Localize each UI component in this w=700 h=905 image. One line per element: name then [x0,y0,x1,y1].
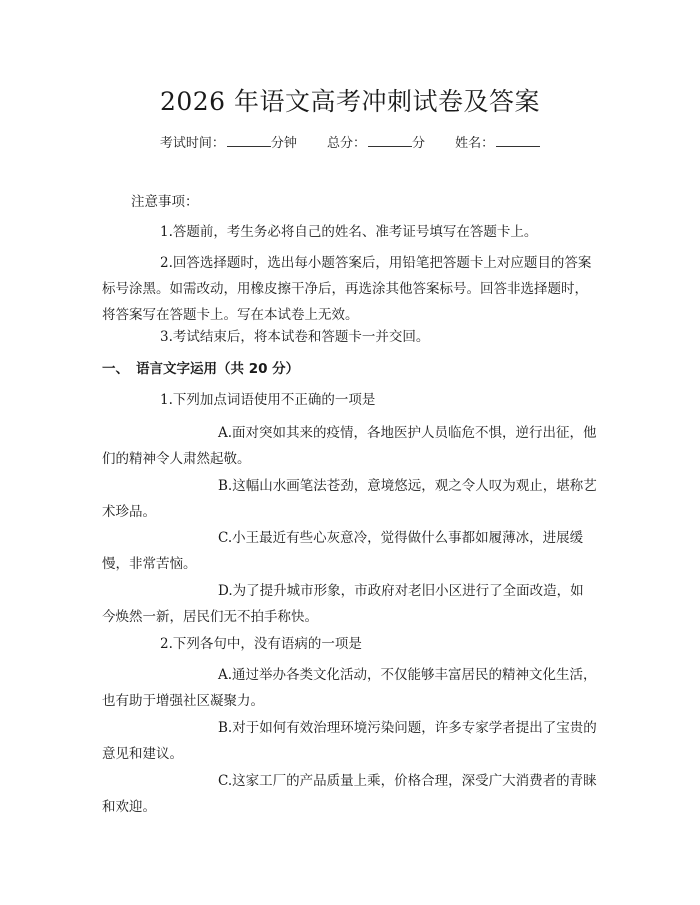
name-blank[interactable] [496,134,540,147]
notice-heading: 注意事项： [131,194,199,210]
notice-item: 2.回答选择题时，选出每小题答案后，用铅笔把答题卡上对应题目的答案标号涂黑。如需改动，用橡皮擦干净后，再选涂其他答案标号。回答非选择题时，将答案写在答题卡上。写在本试卷上无效。 [102,255,592,323]
option-item: B.这幅山水画笔法苍劲，意境悠远，观之令人叹为观止，堪称艺术珍品。 [102,478,597,520]
time-blank[interactable] [227,134,271,147]
student-name-field: 姓名： [455,136,540,151]
option-item: C.小王最近有些心灰意冷，觉得做什么事都如履薄冰，进展缓慢，非常苦恼。 [102,530,584,572]
exam-meta [0,132,700,151]
option-item: A.通过举办各类文化活动，不仅能够丰富居民的精神文化生活，也有助于增强社区凝聚力。 [102,667,597,709]
exam-time-field: 考试时间： 分钟 [159,136,297,151]
section-heading: 一、 语言文字运用（共 20 分） [102,361,300,377]
option-item: B.对于如何有效治理环境污染问题，许多专家学者提出了宝贵的意见和建议。 [102,720,597,762]
option-item: C.这家工厂的产品质量上乘，价格合理，深受广大消费者的青睐和欢迎。 [102,773,597,815]
exam-title: 2026 年语文高考冲刺试卷及答案 [159,87,541,116]
question-stem: 2.下列各句中，没有语病的一项是 [160,636,362,652]
total-score-field: 总分： 分 [326,136,426,151]
option-item: D.为了提升城市形象，市政府对老旧小区进行了全面改造，如今焕然一新，居民们无不拍手称快。 [102,583,584,625]
notice-item: 1.答题前，考生务必将自己的姓名、准考证号填写在答题卡上。 [160,224,538,240]
score-blank[interactable] [368,134,412,147]
notice-item: 3.考试结束后，将本试卷和答题卡一并交回。 [160,329,430,345]
option-item: A.面对突如其来的疫情，各地医护人员临危不惧，逆行出征，他们的精神令人肃然起敬。 [102,425,597,467]
question-stem: 1.下列加点词语使用不正确的一项是 [160,392,376,408]
